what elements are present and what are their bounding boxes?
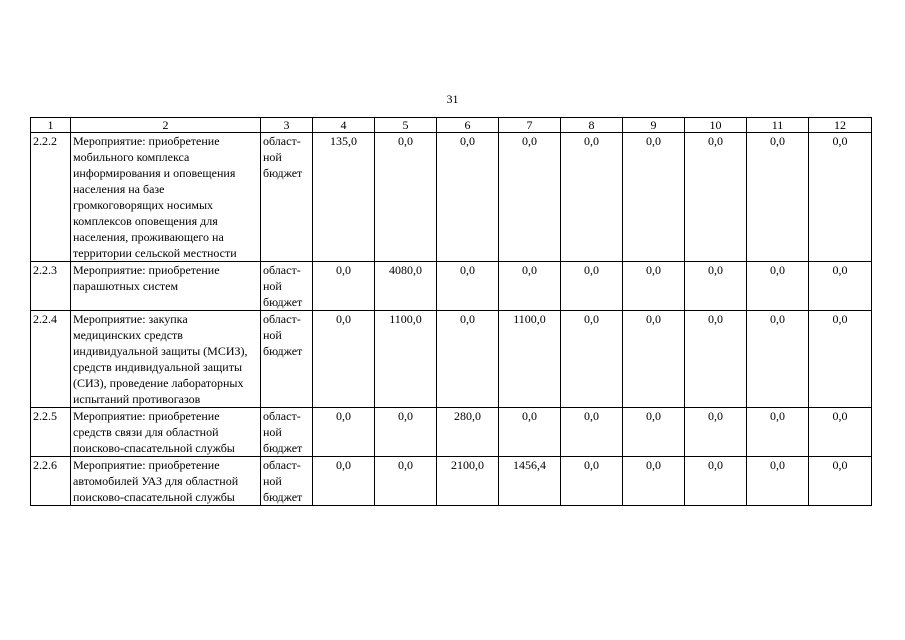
column-header-7: 7 bbox=[499, 118, 561, 133]
column-header-4: 4 bbox=[313, 118, 375, 133]
row-value-col-11: 0,0 bbox=[747, 311, 809, 408]
row-value-col-6: 0,0 bbox=[437, 311, 499, 408]
row-value-col-11: 0,0 bbox=[747, 133, 809, 262]
column-header-3: 3 bbox=[261, 118, 313, 133]
row-value-col-9: 0,0 bbox=[623, 457, 685, 506]
row-value-col-5: 0,0 bbox=[375, 133, 437, 262]
row-value-col-5: 0,0 bbox=[375, 457, 437, 506]
row-value-col-11: 0,0 bbox=[747, 262, 809, 311]
row-value-col-12: 0,0 bbox=[809, 311, 872, 408]
column-header-2: 2 bbox=[71, 118, 261, 133]
page-number: 31 bbox=[446, 92, 459, 106]
row-value-col-7: 0,0 bbox=[499, 133, 561, 262]
row-value-col-12: 0,0 bbox=[809, 457, 872, 506]
row-value-col-10: 0,0 bbox=[685, 311, 747, 408]
row-value-col-8: 0,0 bbox=[561, 311, 623, 408]
row-funding-source: област-ной бюджет bbox=[261, 262, 313, 311]
row-value-col-6: 0,0 bbox=[437, 133, 499, 262]
row-funding-source: област-ной бюджет bbox=[261, 133, 313, 262]
row-value-col-7: 0,0 bbox=[499, 408, 561, 457]
table-row bbox=[31, 262, 872, 311]
row-activity-name: Мероприятие: приобретение автомобилей УАЗ для областной поисково-спасательной службы bbox=[71, 457, 261, 506]
row-value-col-9: 0,0 bbox=[623, 262, 685, 311]
table-row bbox=[31, 408, 872, 457]
row-value-col-9: 0,0 bbox=[623, 311, 685, 408]
row-value-col-12: 0,0 bbox=[809, 408, 872, 457]
row-code: 2.2.5 bbox=[31, 408, 71, 457]
table-row bbox=[31, 457, 872, 506]
row-value-col-6: 280,0 bbox=[437, 408, 499, 457]
row-value-col-11: 0,0 bbox=[747, 408, 809, 457]
budget-table bbox=[30, 117, 872, 506]
row-activity-name: Мероприятие: приобретение мобильного комплекса информирования и оповещения населения на базе громкоговорящих носимых комплексов оповещения для населения, проживающего на территории сельской местности bbox=[71, 133, 261, 262]
row-value-col-12: 0,0 bbox=[809, 133, 872, 262]
row-value-col-8: 0,0 bbox=[561, 408, 623, 457]
row-value-col-11: 0,0 bbox=[747, 457, 809, 506]
column-header-10: 10 bbox=[685, 118, 747, 133]
column-header-5: 5 bbox=[375, 118, 437, 133]
column-header-9: 9 bbox=[623, 118, 685, 133]
row-value-col-9: 0,0 bbox=[623, 133, 685, 262]
row-value-col-10: 0,0 bbox=[685, 133, 747, 262]
row-funding-source: област-ной бюджет bbox=[261, 408, 313, 457]
column-header-6: 6 bbox=[437, 118, 499, 133]
row-code: 2.2.2 bbox=[31, 133, 71, 262]
row-activity-name: Мероприятие: закупка медицинских средств индивидуальной защиты (МСИЗ), средств индивидуальной защиты (СИЗ), проведение лабораторных испытаний противогазов bbox=[71, 311, 261, 408]
column-header-12: 12 bbox=[809, 118, 872, 133]
row-value-col-5: 1100,0 bbox=[375, 311, 437, 408]
row-value-col-5: 0,0 bbox=[375, 408, 437, 457]
table-row bbox=[31, 133, 872, 262]
row-activity-name: Мероприятие: приобретение парашютных систем bbox=[71, 262, 261, 311]
row-value-col-9: 0,0 bbox=[623, 408, 685, 457]
row-code: 2.2.6 bbox=[31, 457, 71, 506]
table-body bbox=[31, 133, 872, 506]
row-value-col-8: 0,0 bbox=[561, 262, 623, 311]
table-row bbox=[31, 311, 872, 408]
row-value-col-7: 1456,4 bbox=[499, 457, 561, 506]
row-value-col-12: 0,0 bbox=[809, 262, 872, 311]
row-value-col-4: 0,0 bbox=[313, 408, 375, 457]
row-value-col-6: 0,0 bbox=[437, 262, 499, 311]
row-funding-source: област-ной бюджет bbox=[261, 457, 313, 506]
row-value-col-10: 0,0 bbox=[685, 457, 747, 506]
column-header-11: 11 bbox=[747, 118, 809, 133]
column-header-8: 8 bbox=[561, 118, 623, 133]
row-activity-name: Мероприятие: приобретение средств связи для областной поисково-спасательной службы bbox=[71, 408, 261, 457]
row-value-col-10: 0,0 bbox=[685, 408, 747, 457]
row-value-col-4: 135,0 bbox=[313, 133, 375, 262]
header-row bbox=[31, 118, 872, 133]
row-code: 2.2.3 bbox=[31, 262, 71, 311]
row-value-col-4: 0,0 bbox=[313, 457, 375, 506]
row-value-col-4: 0,0 bbox=[313, 311, 375, 408]
row-funding-source: област-ной бюджет bbox=[261, 311, 313, 408]
row-value-col-7: 0,0 bbox=[499, 262, 561, 311]
row-value-col-5: 4080,0 bbox=[375, 262, 437, 311]
row-value-col-8: 0,0 bbox=[561, 133, 623, 262]
row-value-col-7: 1100,0 bbox=[499, 311, 561, 408]
row-code: 2.2.4 bbox=[31, 311, 71, 408]
row-value-col-10: 0,0 bbox=[685, 262, 747, 311]
column-header-1: 1 bbox=[31, 118, 71, 133]
row-value-col-8: 0,0 bbox=[561, 457, 623, 506]
row-value-col-4: 0,0 bbox=[313, 262, 375, 311]
row-value-col-6: 2100,0 bbox=[437, 457, 499, 506]
